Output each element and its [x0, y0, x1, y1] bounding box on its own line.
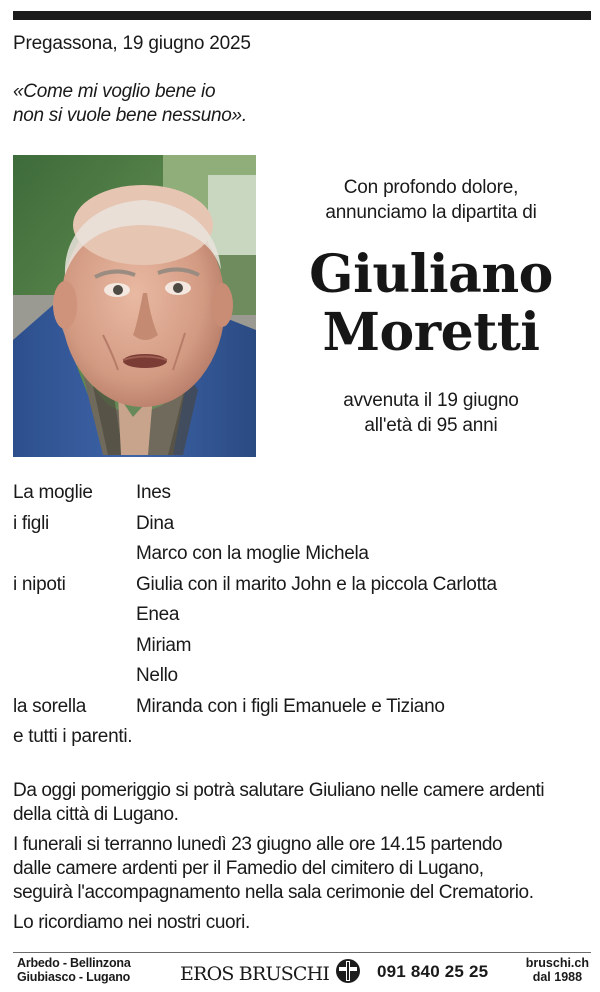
footer-location-line: Giubiasco - Lugano: [17, 970, 131, 984]
family-role: e tutti i parenti.: [13, 726, 133, 747]
footer: [13, 955, 591, 987]
website-link[interactable]: bruschi.ch: [525, 956, 589, 970]
top-rule: [13, 11, 591, 20]
family-row: [13, 509, 593, 540]
family-names: Enea: [136, 604, 180, 625]
footer-rule: [13, 952, 591, 953]
family-row: [13, 478, 593, 509]
death-info: [270, 388, 592, 438]
family-list: [13, 478, 593, 753]
footer-locations: [17, 956, 131, 984]
family-row: [13, 692, 593, 723]
family-role: la sorella: [13, 695, 87, 717]
deceased-name: [270, 246, 592, 362]
family-role: La moglie: [13, 482, 93, 503]
family-row: [13, 600, 593, 631]
quote-line: non si vuole bene nessuno».: [13, 105, 247, 126]
family-names: Nello: [136, 665, 178, 686]
family-names: Dina: [136, 512, 174, 534]
founded-year: dal 1988: [532, 970, 583, 984]
place-date: Pregassona, 19 giugno 2025: [13, 33, 251, 54]
paragraph-line: della città di Lugano.: [13, 804, 179, 825]
brand-logo: [180, 958, 361, 984]
family-role: i nipoti: [13, 573, 66, 595]
portrait-photo: [13, 155, 256, 457]
quote-line: «Come mi voglio bene io: [13, 81, 216, 102]
funeral-paragraph: [13, 833, 593, 905]
last-name: Moretti: [322, 302, 540, 363]
paragraph-line: Lo ricordiamo nei nostri cuori.: [13, 912, 250, 933]
family-names: Marco con la moglie Michela: [136, 543, 369, 564]
announcement-line: annunciamo la dipartita di: [325, 202, 537, 223]
funeral-info: [13, 779, 593, 941]
family-row: [13, 631, 593, 662]
footer-website: [526, 956, 589, 984]
paragraph-line: seguirà l'accompagnamento nella sala cerimonie del Crematorio.: [13, 882, 534, 903]
paragraph-line: dalle camere ardenti per il Famedio del cimitero di Lugano,: [13, 858, 484, 879]
paragraph-line: Da oggi pomeriggio si potrà salutare Giuliano nelle camere ardenti: [13, 780, 545, 801]
death-date: avvenuta il 19 giugno: [343, 390, 519, 411]
family-names: Giulia con il marito John e la piccola Carlotta: [136, 573, 497, 595]
announcement: [270, 175, 592, 225]
footer-location-line: Arbedo - Bellinzona: [17, 956, 131, 970]
quote: [13, 80, 247, 128]
remembrance-paragraph: [13, 911, 593, 935]
family-row: [13, 722, 593, 753]
family-row: [13, 661, 593, 692]
first-name: Giuliano: [309, 244, 553, 305]
family-role: i figli: [13, 512, 49, 534]
visitation-paragraph: [13, 779, 593, 827]
family-names: Miranda con i figli Emanuele e Tiziano: [136, 695, 445, 717]
family-names: Ines: [136, 482, 171, 503]
death-age: all'età di 95 anni: [364, 415, 498, 436]
phone-number[interactable]: 091 840 25 25: [377, 962, 489, 981]
family-row: [13, 539, 593, 570]
family-row: [13, 570, 593, 601]
announcement-line: Con profondo dolore,: [343, 177, 519, 198]
cross-in-circle-icon: [335, 958, 361, 989]
family-names: Miriam: [136, 634, 192, 656]
brand-name: EROS BRUSCHI: [180, 962, 330, 985]
paragraph-line: I funerali si terranno lunedì 23 giugno alle ore 14.15 partendo: [13, 834, 503, 855]
